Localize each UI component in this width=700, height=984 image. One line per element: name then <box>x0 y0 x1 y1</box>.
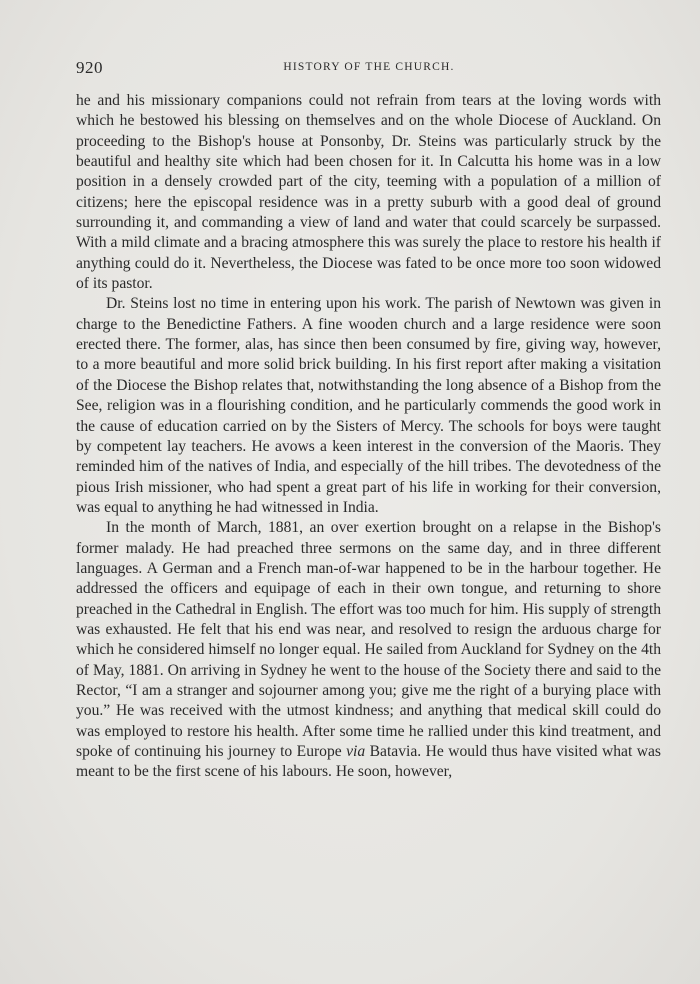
paragraph-1: he and his missionary companions could not refrain from tears at the loving words with which he bestowed his blessing on themselves and on the whole Diocese of Auckland. On proceeding to the Bishop's house at Ponsonby, Dr. Steins was particularly struck by the beautiful and healthy site which had been chosen for it. In Calcutta his home was in a low position in a densely crowded part of the city, teeming with a population of a million of citizens; here the episcopal residence was in a pretty suburb with a good deal of ground surrounding it, and commanding a view of land and water that could scarcely be surpassed. With a mild climate and a bracing atmosphere this was surely the place to restore his health if anything could do it. Nevertheless, the Diocese was fated to be once more too soon widowed of its pastor. <box>76 92 661 293</box>
paragraph-3-text-a: In the month of March, 1881, an over exertion brought on a relapse in the Bishop's former malady. He had preached three sermons on the same day, and in three different languages. A German and a French man-of-war happened to be in the harbour together. He addressed the officers and equipage of each in their own tongue, and returning to shore preached in the Cathedral in English. The effort was too much for him. His supply of strength was exhausted. He felt that his end was near, and resolved to resign the arduous charge for which he considered himself no longer equal. He sailed from Auckland for Sydney on the 4th of May, 1881. On arriving in Sydney he went to the house of the Society there and said to the Rector, “I am a stranger and sojourner among you; give me the right of a burying place with you.” He was received with the utmost kindness; and anything that medical skill could do was employed to restore his health. After some time he rallied under this kind treatment, and spoke of continuing his journey to Europe <box>76 519 661 760</box>
page-number: 920 <box>76 58 103 77</box>
italic-word: via <box>346 743 366 760</box>
paragraph-2: Dr. Steins lost no time in entering upon his work. The parish of Newtown was given in charge to the Benedictine Fathers. A fine wooden church and a large residence were soon erected there. The former, alas, has since then been consumed by fire, giving way, however, to a more beautiful and more solid brick building. In his first report after making a visitation of the Diocese the Bishop relates that, notwithstanding the long absence of a Bishop from the See, religion was in a flourishing condition, and he particularly commends the good work in the cause of education carried on by the Sisters of Mercy. The schools for boys were taught by competent lay teachers. He avows a keen interest in the conversion of the Maoris. They reminded him of the natives of India, and especially of the hill tribes. The devotedness of the pious Irish missioner, who had spent a great part of his life in working for their conversion, was equal to anything he had witnessed in India. <box>76 295 661 516</box>
running-title: HISTORY OF THE CHURCH. <box>283 61 455 73</box>
paragraph-3 <box>76 518 661 782</box>
paragraph-3-text-b: Batavia. He would thus have visited what was meant to be the first scene of his labours. He soon, however, <box>76 743 661 781</box>
body-text <box>76 91 661 783</box>
page-header <box>76 58 662 80</box>
